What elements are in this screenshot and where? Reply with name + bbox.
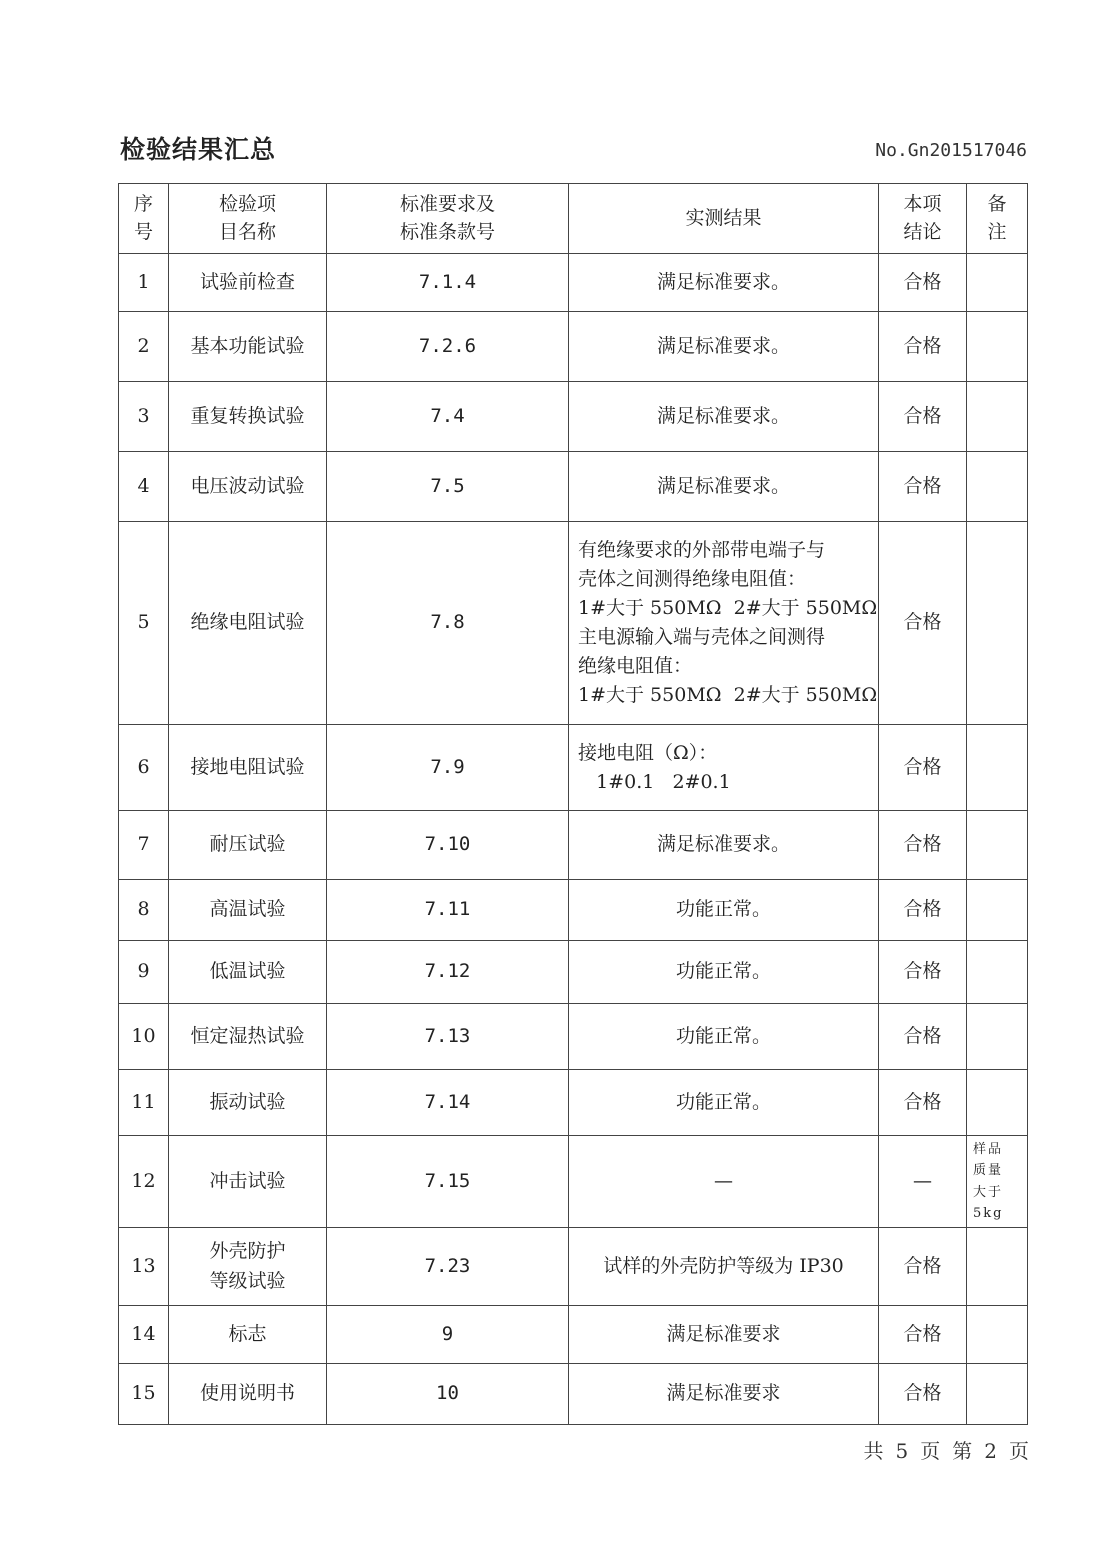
standard-clause-cell: 9: [327, 1306, 569, 1364]
measured-result-cell: 满足标准要求。: [569, 312, 879, 382]
remark-cell: [967, 452, 1028, 522]
row-number-cell: 6: [119, 725, 169, 811]
standard-clause-cell: 7.1.4: [327, 254, 569, 312]
remark-cell: [967, 725, 1028, 811]
column-header-standard-clause: 标准要求及 标准条款号: [327, 184, 569, 254]
inspection-item-cell: 耐压试验: [169, 811, 327, 880]
standard-clause-cell: 7.10: [327, 811, 569, 880]
conclusion-cell: 合格: [879, 382, 967, 452]
standard-clause-cell: 7.9: [327, 725, 569, 811]
row-number-cell: 12: [119, 1136, 169, 1228]
inspection-summary-table: [118, 183, 1028, 1425]
remark-cell: [967, 1070, 1028, 1136]
column-header-item: 检验项 目名称: [169, 184, 327, 254]
remark-cell: [967, 1306, 1028, 1364]
row-number-cell: 10: [119, 1004, 169, 1070]
footer-total-pages: 5: [895, 1439, 909, 1463]
column-header-conclusion: 本项 结论: [879, 184, 967, 254]
table-row: [119, 880, 1028, 941]
document-title: 检验结果汇总: [120, 135, 277, 164]
remark-cell: [967, 312, 1028, 382]
footer-page-unit: 页: [920, 1439, 941, 1463]
row-number-cell: 15: [119, 1364, 169, 1425]
measured-result-cell: 接地电阻（Ω）： 1#0.1 2#0.1: [569, 725, 879, 811]
row-number-cell: 8: [119, 880, 169, 941]
table-row: [119, 522, 1028, 725]
page-footer: [852, 1435, 1029, 1464]
remark-cell: [967, 382, 1028, 452]
column-header-result: 实测结果: [569, 184, 879, 254]
row-number-cell: 5: [119, 522, 169, 725]
conclusion-cell: 合格: [879, 1364, 967, 1425]
inspection-item-cell: 低温试验: [169, 941, 327, 1004]
standard-clause-cell: 7.8: [327, 522, 569, 725]
column-header-no: 序 号: [119, 184, 169, 254]
inspection-item-cell: 恒定湿热试验: [169, 1004, 327, 1070]
table-row: [119, 382, 1028, 452]
remark-cell: [967, 254, 1028, 312]
table-row: [119, 452, 1028, 522]
standard-clause-cell: 7.12: [327, 941, 569, 1004]
table-row: [119, 1364, 1028, 1425]
column-header-remark: 备 注: [967, 184, 1028, 254]
remark-cell: [967, 811, 1028, 880]
measured-result-cell: 功能正常。: [569, 1070, 879, 1136]
conclusion-cell: 合格: [879, 522, 967, 725]
inspection-item-cell: 使用说明书: [169, 1364, 327, 1425]
conclusion-cell: 合格: [879, 1228, 967, 1306]
row-number-cell: 13: [119, 1228, 169, 1306]
footer-current-label: 第: [952, 1439, 973, 1463]
measured-result-cell: 满足标准要求: [569, 1306, 879, 1364]
report-number: No.Gn201517046: [875, 140, 1027, 161]
remark-cell: 样品 质量 大于 5kg: [967, 1136, 1028, 1228]
measured-result-cell: 功能正常。: [569, 1004, 879, 1070]
measured-result-cell: 试样的外壳防护等级为 IP30: [569, 1228, 879, 1306]
standard-clause-cell: 7.4: [327, 382, 569, 452]
inspection-item-cell: 冲击试验: [169, 1136, 327, 1228]
table-header: [119, 184, 1028, 254]
conclusion-cell: —: [879, 1136, 967, 1228]
inspection-item-cell: 重复转换试验: [169, 382, 327, 452]
inspection-item-cell: 电压波动试验: [169, 452, 327, 522]
measured-result-cell: 功能正常。: [569, 880, 879, 941]
footer-current-page: 2: [984, 1439, 997, 1463]
table-row: [119, 1070, 1028, 1136]
footer-total-label: 共: [863, 1439, 884, 1463]
row-number-cell: 9: [119, 941, 169, 1004]
measured-result-cell: —: [569, 1136, 879, 1228]
measured-result-cell: 满足标准要求。: [569, 254, 879, 312]
conclusion-cell: 合格: [879, 1306, 967, 1364]
table-row: [119, 1228, 1028, 1306]
remark-cell: [967, 1004, 1028, 1070]
row-number-cell: 14: [119, 1306, 169, 1364]
table-row: [119, 312, 1028, 382]
row-number-cell: 11: [119, 1070, 169, 1136]
inspection-item-cell: 标志: [169, 1306, 327, 1364]
conclusion-cell: 合格: [879, 880, 967, 941]
row-number-cell: 4: [119, 452, 169, 522]
conclusion-cell: 合格: [879, 254, 967, 312]
standard-clause-cell: 7.5: [327, 452, 569, 522]
footer-page-unit-2: 页: [1009, 1439, 1029, 1463]
measured-result-cell: 有绝缘要求的外部带电端子与 壳体之间测得绝缘电阻值： 1#大于 550MΩ 2#大于 550MΩ 主电源输入端与壳体之间测得 绝缘电阻值： 1#大于 550MΩ 2#大于 550MΩ: [569, 522, 879, 725]
inspection-item-cell: 外壳防护 等级试验: [169, 1228, 327, 1306]
remark-cell: [967, 522, 1028, 725]
row-number-cell: 2: [119, 312, 169, 382]
table-row: [119, 941, 1028, 1004]
remark-cell: [967, 941, 1028, 1004]
conclusion-cell: 合格: [879, 941, 967, 1004]
table-row: [119, 1004, 1028, 1070]
measured-result-cell: 满足标准要求。: [569, 452, 879, 522]
inspection-item-cell: 振动试验: [169, 1070, 327, 1136]
inspection-item-cell: 试验前检查: [169, 254, 327, 312]
conclusion-cell: 合格: [879, 1070, 967, 1136]
inspection-item-cell: 高温试验: [169, 880, 327, 941]
inspection-item-cell: 绝缘电阻试验: [169, 522, 327, 725]
measured-result-cell: 满足标准要求。: [569, 811, 879, 880]
standard-clause-cell: 7.11: [327, 880, 569, 941]
conclusion-cell: 合格: [879, 452, 967, 522]
standard-clause-cell: 7.23: [327, 1228, 569, 1306]
measured-result-cell: 功能正常。: [569, 941, 879, 1004]
row-number-cell: 1: [119, 254, 169, 312]
conclusion-cell: 合格: [879, 312, 967, 382]
measured-result-cell: 满足标准要求。: [569, 382, 879, 452]
table-row: [119, 725, 1028, 811]
standard-clause-cell: 7.2.6: [327, 312, 569, 382]
standard-clause-cell: 10: [327, 1364, 569, 1425]
row-number-cell: 7: [119, 811, 169, 880]
standard-clause-cell: 7.13: [327, 1004, 569, 1070]
table-body: [119, 254, 1028, 1425]
conclusion-cell: 合格: [879, 725, 967, 811]
inspection-item-cell: 接地电阻试验: [169, 725, 327, 811]
table-row: [119, 1306, 1028, 1364]
table-row: [119, 1136, 1028, 1228]
measured-result-cell: 满足标准要求: [569, 1364, 879, 1425]
standard-clause-cell: 7.14: [327, 1070, 569, 1136]
inspection-item-cell: 基本功能试验: [169, 312, 327, 382]
remark-cell: [967, 880, 1028, 941]
standard-clause-cell: 7.15: [327, 1136, 569, 1228]
conclusion-cell: 合格: [879, 1004, 967, 1070]
row-number-cell: 3: [119, 382, 169, 452]
conclusion-cell: 合格: [879, 811, 967, 880]
remark-cell: [967, 1228, 1028, 1306]
table-row: [119, 811, 1028, 880]
remark-cell: [967, 1364, 1028, 1425]
table-row: [119, 254, 1028, 312]
